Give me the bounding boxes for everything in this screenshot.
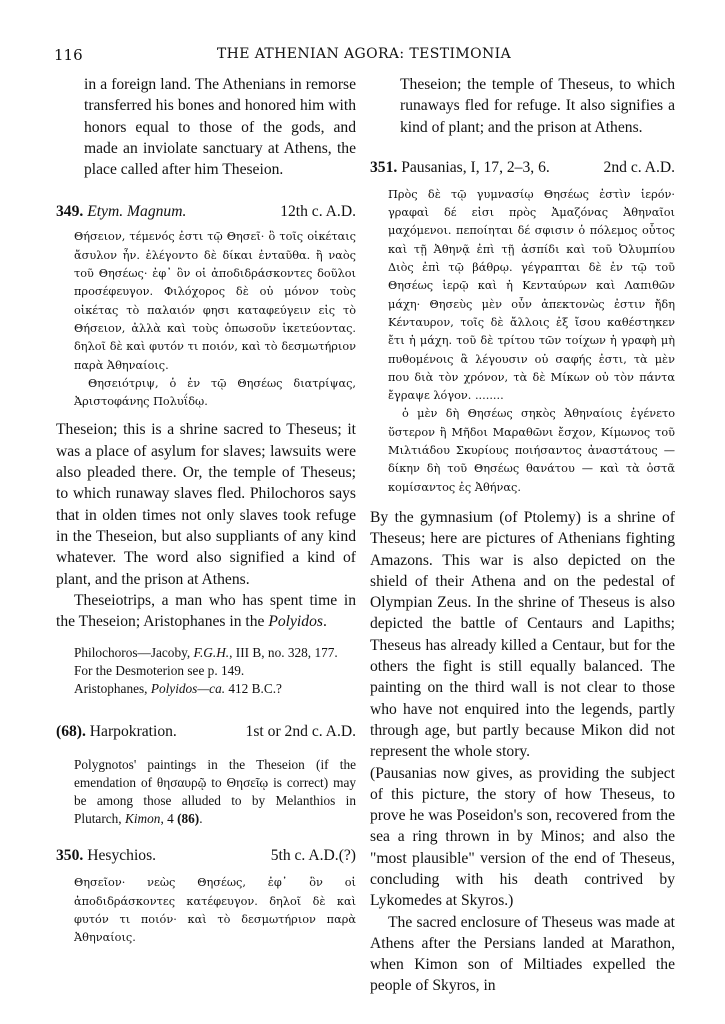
entry-349-heading [56, 202, 356, 222]
note-part: Philochoros—Jacoby, [74, 645, 194, 661]
page-number: 116 [54, 46, 83, 64]
entry-date: 12th c. A.D. [280, 203, 356, 221]
greek-passage: Θησειότριψ, ὁ ἐν τῷ Θησέως διατρίψας, Ἀριστοφάνης Πολυΐδῳ. [74, 376, 356, 409]
note-part: . [199, 811, 203, 827]
continuation-text: in a foreign land. The Athenians in remorse transferred his bones and honored him with honors equal to those of the gods, and made an inviolate sanctuary at Athens, the place called after him Theseion. [84, 76, 356, 179]
entry-date: 1st or 2nd c. A.D. [245, 723, 356, 741]
note-italic: Polyidos—ca. [150, 681, 226, 697]
reference-notes [56, 644, 356, 698]
entry-source: Etym. Magnum. [87, 203, 187, 221]
translation-text: (Pausanias now gives, as providing the subject of this picture, the story of how Theseus, to prove he was Poseidon's son, recovered from the sea a ring thrown in by Minos; and also the "most plausible" version of the end of Theseus, concluding with his death contrived by Lykomedes at Skyros.) [370, 764, 675, 910]
translation-part: . [322, 613, 327, 631]
note-italic: F.G.H. [193, 645, 230, 661]
note-part: , III B, no. 328, 177. [229, 645, 338, 661]
page-header [54, 46, 674, 68]
reference-note [74, 680, 356, 698]
running-title: THE ATHENIAN AGORA: TESTIMONIA [216, 46, 512, 62]
note-bold: (86) [177, 811, 200, 827]
translation-italic: Polyidos [268, 613, 323, 631]
entry-68-note [56, 756, 356, 828]
note-part: 412 B.C.? [225, 681, 282, 697]
translation-text: Theseion; this is a shrine sacred to Theseus; it was a place of asylum for slaves; lawsuits were also pleaded there. Or, the temple of Theseus; to which runaway slaves fled. Philochoros says that in olden times not only slaves took refuge in the Theseion, but also suppliants of any kind whatever. The word also signified a kind of plant, and the prison at Athens. [56, 421, 356, 588]
greek-text [56, 228, 356, 411]
note-part: , 4 [160, 811, 178, 827]
greek-text [370, 186, 675, 497]
entry-68-heading [56, 722, 356, 742]
entry-source: Pausanias, I, 17, 2–3, 6. [401, 158, 550, 176]
note-part: Aristophanes, [74, 681, 151, 697]
translation-text [56, 590, 356, 633]
greek-passage: Θήσειον, τέμενός ἐστι τῷ Θησεῖ· ὃ τοῖς οἰκέταις ἄσυλον ἦν. ἐλέγοντο δὲ δίκαι ἐνταῦθα. ἢ ναὸς τοῦ Θησέως· ἐφ᾽ ὃν οἱ ἀποδιδράσκοντες δοῦλοι προσέφευγον. Φιλόχορος δὲ οὐ μόνον τοὺς οἰκέτας τὸ παλαιόν φησι καταφεύγειν εἰς τὸ Θήσειον, ἀλλὰ καὶ τοὺς ὁπωσοῦν ἱκετεύοντας. δηλοῖ δὲ καὶ φυτόν τι ποιόν, καὶ τὸ δεσμωτήριον παρὰ Ἀθηναίοις. [74, 230, 356, 372]
translation-part: Theseiotrips, a man who has spent time in the Theseion; Aristophanes in the [56, 591, 356, 631]
greek-passage: ὁ μὲν δὴ Θησέως σηκὸς Ἀθηναίοις ἐγένετο ὕστερον ἢ Μῆδοι Μαραθῶνι ἔσχον, Κίμωνος τοῦ Μιλτιάδου Σκυρίους ποιήσαντος ἀναστάτους — δίκην δὴ τοῦ Θησέως θανάτου — καὶ τὰ ὀστᾶ κομίσαντος ἐς Ἀθήνας. [388, 407, 675, 494]
entry-date: 5th c. A.D.(?) [270, 847, 356, 865]
greek-text: Θησεῖον· νεὼς Θησέως, ἐφ᾽ ὃν οἱ ἀποδιδράσκοντες κατέφευγον. δηλοῖ δὲ καὶ φυτόν τι ποιόν· καὶ τὸ δεσμωτήριον παρὰ Ἀθηναίοις. [74, 876, 356, 945]
note-italic: Kimon [124, 811, 161, 827]
translation-text: Theseion; the temple of Theseus, to which runaways fled for refuge. It also signifies a kind of plant; and the prison at Athens. [400, 76, 675, 136]
entry-number: 351. [370, 158, 398, 176]
right-column [370, 74, 675, 997]
entry-number: 350. [56, 847, 84, 865]
entry-number: 349. [56, 203, 84, 221]
entry-date: 2nd c. A.D. [603, 158, 675, 176]
translation-text: The sacred enclosure of Theseus was made at Athens after the Persians landed at Marathon, when Kimon son of Miltiades expelled the people of Skyros, in [370, 913, 675, 995]
entry-351-heading [370, 158, 675, 178]
left-column [56, 74, 356, 948]
reference-note [74, 644, 356, 662]
entry-source: Hesychios. [87, 847, 157, 865]
greek-passage: Πρὸς δὲ τῷ γυμνασίῳ Θησέως ἐστὶν ἱερόν· γραφαὶ δέ εἰσι πρὸς Ἀμαζόνας Ἀθηναῖοι μαχόμενοι. πεποίηται δέ σφισιν ὁ πόλεμος οὗτος καὶ τῇ Ἀθηνᾷ ἐπὶ τῇ ἀσπίδι καὶ τοῦ Ὀλυμπίου Διὸς ἐπὶ τῷ βάθρῳ. γέγραπται δὲ ἐν τῷ τοῦ Θησέως ἱερῷ καὶ ἡ Κενταύρων καὶ Λαπιθῶν μάχη· Θησεὺς μὲν οὖν ἀπεκτονὼς ἐστιν ἤδη Κένταυρον, τοῖς δὲ ἄλλοις ἐξ ἴσου καθέστηκεν ἔτι ἡ μάχη. τοῦ δὲ τρίτου τῶν τοίχων ἡ γραφὴ μὴ πυθομένοις ἃ λέγουσιν οὐ σαφής ἐστι, τὰ μὲν που διὰ τὸν χρόνον, τὰ δὲ Μίκων οὐ τὸν πάντα ἔγραψε λόγον. ........ [388, 187, 675, 403]
entry-source: Harpokration. [89, 723, 177, 741]
note-part: Polygnotos' paintings in the Theseion (if the emendation of θησαυρῷ to Θησεῖῳ is correct) may be among those alluded to by Melanthios in Plutarch, [74, 757, 356, 827]
translation-text: By the gymnasium (of Ptolemy) is a shrine of Theseus; here are pictures of Athenians fighting Amazons. This war is also depicted on the shield of their Athena and on the pedestal of Olympian Zeus. In the shrine of Theseus is also depicted the battle of Centaurs and Lapiths; Theseus has already killed a Centaur, but for the others the fight is still equally balanced. The painting on the third wall is not clear to those who have not enquired into the legends, partly through age, but partly because Mikon did not represent the whole story. [370, 508, 675, 761]
entry-350-heading [56, 846, 356, 866]
entry-number: (68). [56, 723, 86, 741]
reference-note: For the Desmoterion see p. 149. [74, 663, 245, 679]
